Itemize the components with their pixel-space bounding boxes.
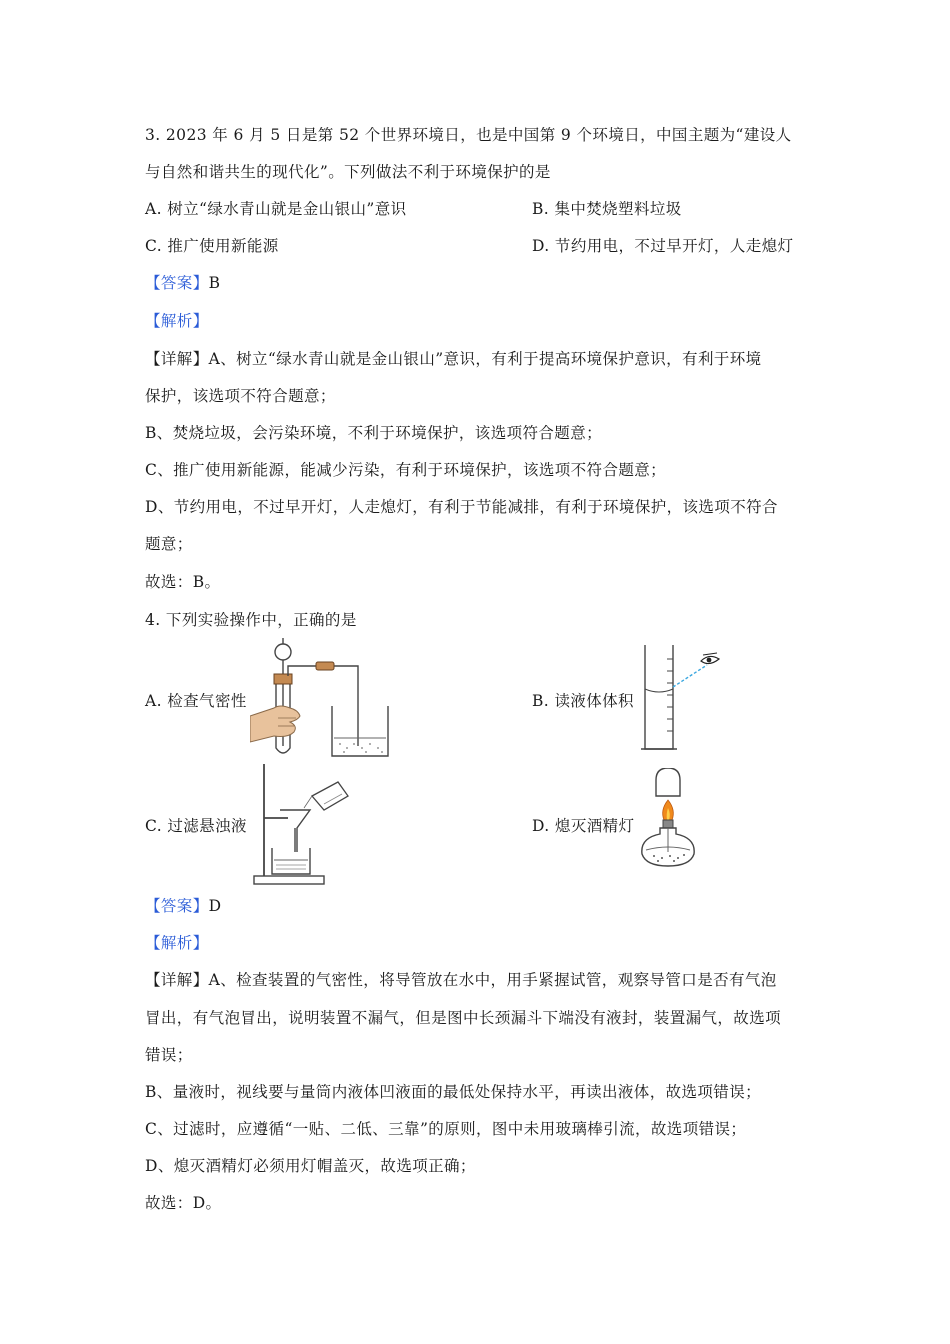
q4-detail-line1 — [145, 970, 777, 990]
detail-tag: 【详解】 — [145, 350, 209, 368]
answer-tag: 【答案】 — [145, 897, 209, 915]
q4-detail-line4: B、量液时，视线要与量筒内液体凹液面的最低处保持水平，再读出液体，故选项错误； — [145, 1083, 761, 1101]
q4-option-c: C. 过滤悬浊液 — [145, 817, 247, 835]
q4-detail-line3: 错误； — [145, 1046, 193, 1064]
q4-answer — [145, 896, 221, 916]
q3-stem-line2: 与自然和谐共生的现代化”。下列做法不利于环境保护的是 — [145, 163, 551, 181]
q3-option-a: A. 树立“绿水青山就是金山银山”意识 — [145, 200, 407, 218]
q3-detail-line1 — [145, 349, 762, 369]
q3-stem-line1: 3. 2023 年 6 月 5 日是第 52 个世界环境日，也是中国第 9 个环境日，中国主题为“建设人 — [145, 126, 792, 144]
q4-option-d: D. 熄灭酒精灯 — [532, 817, 635, 835]
answer-value: D — [208, 897, 222, 915]
analysis-tag: 【解析】 — [145, 312, 209, 330]
q3-detail-line5: D、节约用电，不过早开灯，人走熄灯，有利于节能减排，有利于环境保护，该选项不符合 — [145, 498, 778, 516]
q4-option-a: A. 检查气密性 — [145, 692, 247, 710]
q4-conclusion: 故选：D。 — [145, 1194, 222, 1212]
q3-detail-line2: 保护，该选项不符合题意； — [145, 387, 336, 405]
q3-option-c: C. 推广使用新能源 — [145, 237, 279, 255]
q4-detail-line5: C、过滤时，应遵循“一贴、二低、三靠”的原则，图中未用玻璃棒引流，故选项错误； — [145, 1120, 747, 1138]
q3-detail-line3: B、焚烧垃圾，会污染环境，不利于环境保护，该选项符合题意； — [145, 424, 602, 442]
answer-tag: 【答案】 — [145, 274, 209, 292]
q3-detail-line4: C、推广使用新能源，能减少污染，有利于环境保护，该选项不符合题意； — [145, 461, 667, 479]
detail-text: A、检查装置的气密性，将导管放在水中，用手紧握试管，观察导管口是否有气泡 — [208, 971, 777, 989]
q3-detail-line6: 题意； — [145, 535, 193, 553]
detail-tag: 【详解】 — [145, 971, 209, 989]
q4-analysis — [145, 933, 209, 953]
q3-option-b: B. 集中焚烧塑料垃圾 — [532, 200, 682, 218]
filtration-apparatus-figure — [252, 764, 352, 886]
q4-stem: 4. 下列实验操作中，正确的是 — [145, 611, 357, 629]
graduated-cylinder-figure — [637, 645, 725, 755]
q3-option-d: D. 节约用电，不过早开灯，人走熄灯 — [532, 237, 794, 255]
alcohol-lamp-figure — [640, 768, 700, 872]
q3-answer — [145, 273, 220, 293]
q4-detail-line2: 冒出，有气泡冒出，说明装置不漏气，但是图中长颈漏斗下端没有液封，装置漏气，故选项 — [145, 1009, 782, 1027]
analysis-tag: 【解析】 — [145, 934, 209, 952]
gas-tightness-apparatus-figure — [250, 638, 395, 760]
q4-option-b: B. 读液体体积 — [532, 692, 634, 710]
q3-conclusion: 故选：B。 — [145, 573, 221, 591]
q4-detail-line6: D、熄灭酒精灯必须用灯帽盖灭，故选项正确； — [145, 1157, 476, 1175]
detail-text: A、树立“绿水青山就是金山银山”意识，有利于提高环境保护意识，有利于环境 — [208, 350, 762, 368]
answer-value: B — [208, 274, 221, 292]
q3-analysis — [145, 311, 209, 331]
